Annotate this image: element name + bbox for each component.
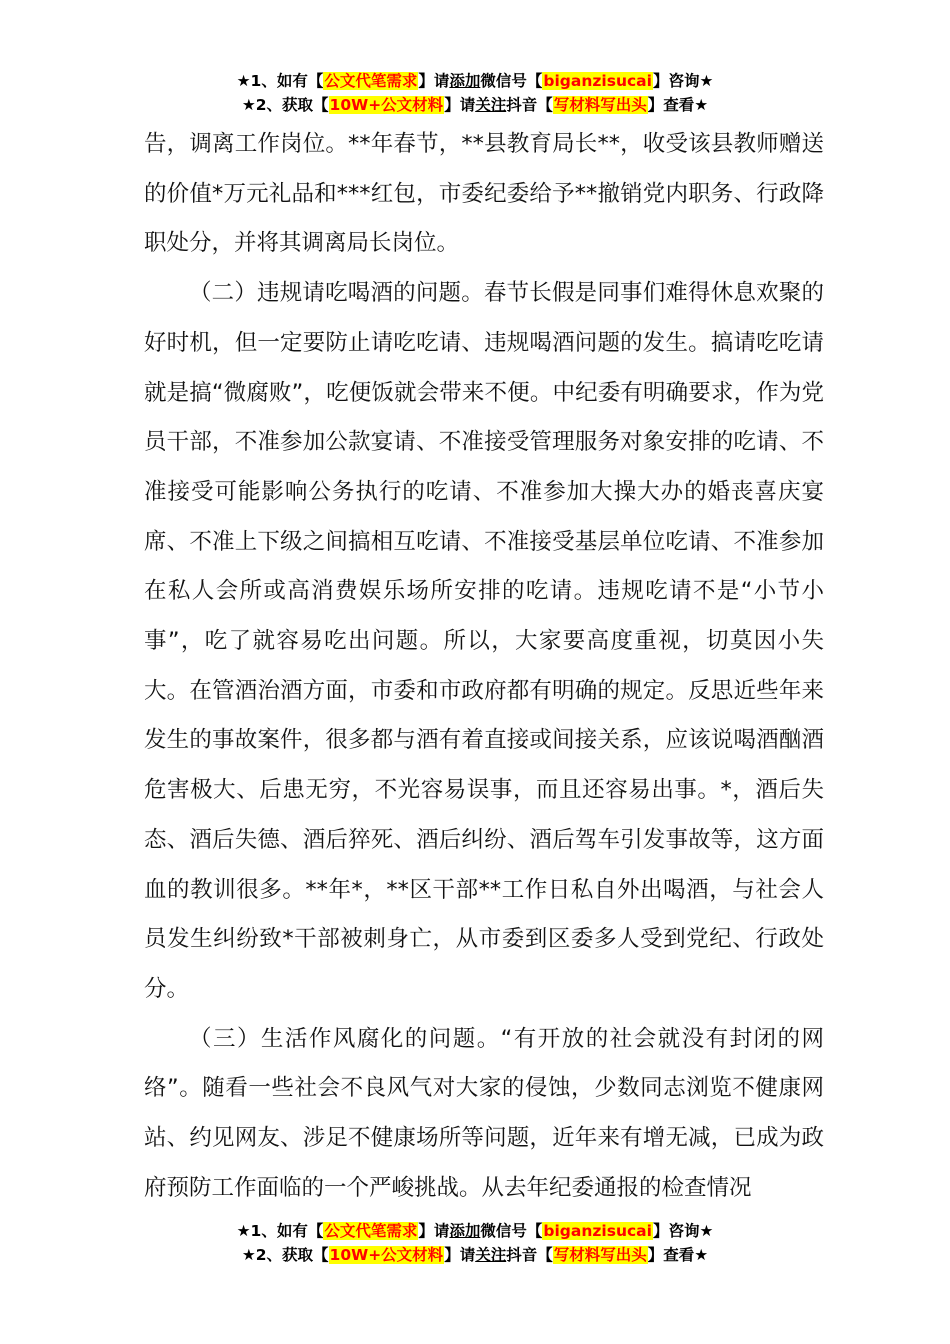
highlight-service: 公文代笔需求 xyxy=(324,72,418,90)
document-body xyxy=(144,120,824,1213)
banner-line-2: ★2、获取【10W+公文材料】请关注抖音【写材料写出头】查看★ xyxy=(241,96,709,114)
highlight-wechat-id: biganzisucai xyxy=(543,1222,652,1240)
paragraph-3: （三）生活作风腐化的问题。“有开放的社会就没有封闭的网络”。随看一些社会不良风气对大家的侵蚀，少数同志浏览不健康网站、约见网友、涉足不健康场所等问题，近年来有增无减，已成为政府预防工作面临的一个严峻挑战。从去年纪委通报的检查情况 xyxy=(144,1025,824,1201)
paragraph-1: 告，调离工作岗位。**年春节，**县教育局长**，收受该县教师赠送的价值*万元礼品和***红包，市委纪委给予**撤销党内职务、行政降职处分，并将其调离局长岗位。 xyxy=(144,131,824,257)
banner-line-1: ★1、如有【公文代笔需求】请添加微信号【biganzisucai】咨询★ xyxy=(236,1222,714,1240)
highlight-materials: 10W+公文材料 xyxy=(329,96,444,114)
star-icon: ★ xyxy=(241,1246,256,1264)
star-icon: ★ xyxy=(236,1222,251,1240)
highlight-wechat-id: biganzisucai xyxy=(543,72,652,90)
paragraph-2: （二）违规请吃喝酒的问题。春节长假是同事们难得休息欢聚的好时机，但一定要防止请吃吃请、违规喝酒问题的发生。搞请吃吃请就是搞“微腐败”，吃便饭就会带来不便。中纪委有明确要求，作为党员干部，不准参加公款宴请、不准接受管理服务对象安排的吃请、不准接受可能影响公务执行的吃请、不准参加大操大办的婚丧喜庆宴席、不准上下级之间搞相互吃请、不准接受基层单位吃请、不准参加在私人会所或高消费娱乐场所安排的吃请。违规吃请不是“小节小事”，吃了就容易吃出问题。所以，大家要高度重视，切莫因小失大。在管酒治酒方面，市委和市政府都有明确的规定。反思近些年来发生的事故案件，很多都与酒有着直接或间接关系，应该说喝酒酗酒危害极大、后患无穷，不光容易误事，而且还容易出事。*，酒后失态、酒后失德、酒后猝死、酒后纠纷、酒后驾车引发事故等，这方面血的教训很多。**年*，**区干部**工作日私自外出喝酒，与社会人员发生纠纷致*干部被刺身亡，从市委到区委多人受到党纪、行政处分。 xyxy=(144,280,824,1002)
star-icon: ★ xyxy=(236,72,251,90)
highlight-materials: 10W+公文材料 xyxy=(329,1246,444,1264)
highlight-douyin: 写材料写出头 xyxy=(553,1246,647,1264)
banner-line-1: ★1、如有【公文代笔需求】请添加微信号【biganzisucai】咨询★ xyxy=(236,72,714,90)
footer-banner xyxy=(0,1219,950,1267)
star-icon: ★ xyxy=(241,96,256,114)
header-banner xyxy=(0,69,950,117)
banner-line-2: ★2、获取【10W+公文材料】请关注抖音【写材料写出头】查看★ xyxy=(241,1246,709,1264)
highlight-service: 公文代笔需求 xyxy=(324,1222,418,1240)
highlight-douyin: 写材料写出头 xyxy=(553,96,647,114)
